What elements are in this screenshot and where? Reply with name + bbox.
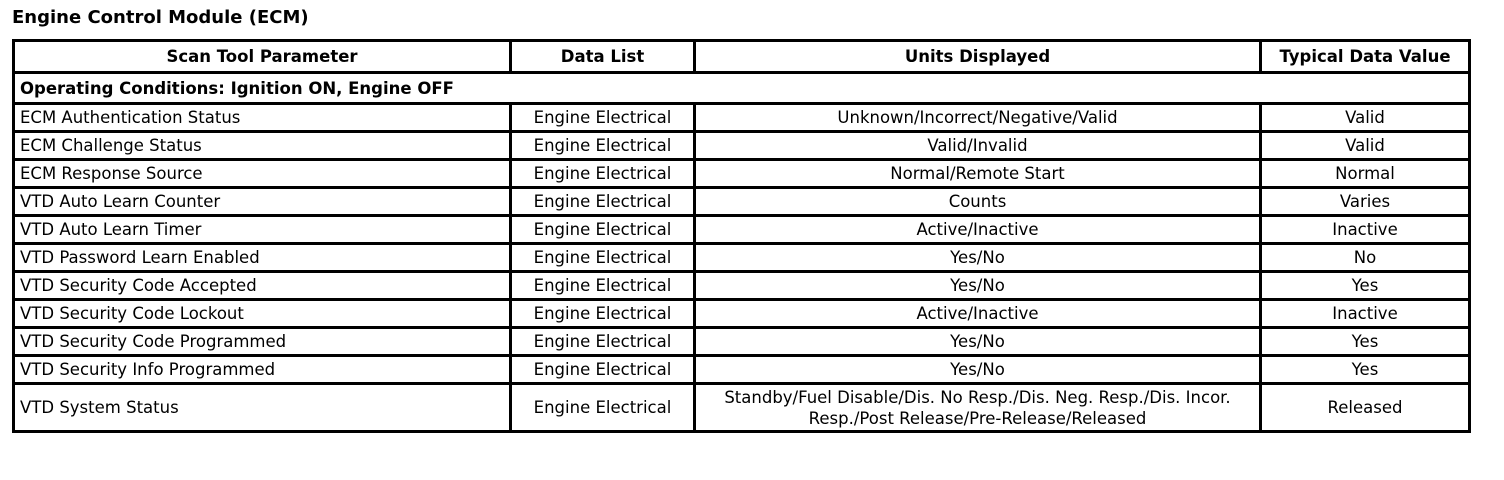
typical-value-cell: Normal (1261, 160, 1470, 188)
table-row (14, 188, 1470, 216)
typical-value-cell: No (1261, 244, 1470, 272)
data-list-cell: Engine Electrical (511, 244, 695, 272)
table-row (14, 272, 1470, 300)
table-row (14, 300, 1470, 328)
units-cell: Normal/Remote Start (695, 160, 1261, 188)
data-list-cell: Engine Electrical (511, 356, 695, 384)
parameter-cell: ECM Challenge Status (14, 132, 511, 160)
parameter-cell: VTD System Status (14, 384, 511, 432)
parameter-cell: VTD Security Code Programmed (14, 328, 511, 356)
units-cell: Yes/No (695, 272, 1261, 300)
parameter-cell: VTD Security Code Lockout (14, 300, 511, 328)
parameter-cell: ECM Authentication Status (14, 104, 511, 132)
units-cell: Standby/Fuel Disable/Dis. No Resp./Dis. Neg. Resp./Dis. Incor. Resp./Post Release/Pre-Release/Released (695, 384, 1261, 432)
table-row (14, 104, 1470, 132)
header-data-list: Data List (511, 41, 695, 73)
units-cell: Yes/No (695, 356, 1261, 384)
typical-value-cell: Yes (1261, 272, 1470, 300)
parameter-cell: VTD Auto Learn Timer (14, 216, 511, 244)
header-typical-data-value: Typical Data Value (1261, 41, 1470, 73)
typical-value-cell: Yes (1261, 328, 1470, 356)
units-cell: Yes/No (695, 244, 1261, 272)
parameter-cell: ECM Response Source (14, 160, 511, 188)
typical-value-cell: Inactive (1261, 300, 1470, 328)
units-cell: Unknown/Incorrect/Negative/Valid (695, 104, 1261, 132)
data-list-cell: Engine Electrical (511, 272, 695, 300)
parameter-cell: VTD Security Info Programmed (14, 356, 511, 384)
table-row (14, 384, 1470, 432)
parameter-cell: VTD Auto Learn Counter (14, 188, 511, 216)
data-list-cell: Engine Electrical (511, 300, 695, 328)
typical-value-cell: Inactive (1261, 216, 1470, 244)
section-row (14, 73, 1470, 104)
typical-value-cell: Valid (1261, 104, 1470, 132)
data-list-cell: Engine Electrical (511, 328, 695, 356)
section-heading: Operating Conditions: Ignition ON, Engine OFF (14, 73, 1470, 104)
page-title: Engine Control Module (ECM) (12, 7, 309, 28)
data-list-cell: Engine Electrical (511, 132, 695, 160)
data-list-cell: Engine Electrical (511, 160, 695, 188)
table-row (14, 328, 1470, 356)
table-row (14, 244, 1470, 272)
header-units-displayed: Units Displayed (695, 41, 1261, 73)
table-row (14, 132, 1470, 160)
table-row (14, 160, 1470, 188)
data-list-cell: Engine Electrical (511, 216, 695, 244)
table-row (14, 356, 1470, 384)
typical-value-cell: Varies (1261, 188, 1470, 216)
parameter-cell: VTD Security Code Accepted (14, 272, 511, 300)
data-list-cell: Engine Electrical (511, 188, 695, 216)
parameter-cell: VTD Password Learn Enabled (14, 244, 511, 272)
typical-value-cell: Released (1261, 384, 1470, 432)
header-scan-tool-parameter: Scan Tool Parameter (14, 41, 511, 73)
units-cell: Valid/Invalid (695, 132, 1261, 160)
units-cell: Yes/No (695, 328, 1261, 356)
typical-value-cell: Yes (1261, 356, 1470, 384)
data-list-cell: Engine Electrical (511, 384, 695, 432)
units-cell: Active/Inactive (695, 216, 1261, 244)
data-list-cell: Engine Electrical (511, 104, 695, 132)
units-cell: Counts (695, 188, 1261, 216)
typical-value-cell: Valid (1261, 132, 1470, 160)
table-row (14, 216, 1470, 244)
units-cell: Active/Inactive (695, 300, 1261, 328)
table-header-row (14, 41, 1470, 73)
parameter-table (12, 39, 1471, 433)
